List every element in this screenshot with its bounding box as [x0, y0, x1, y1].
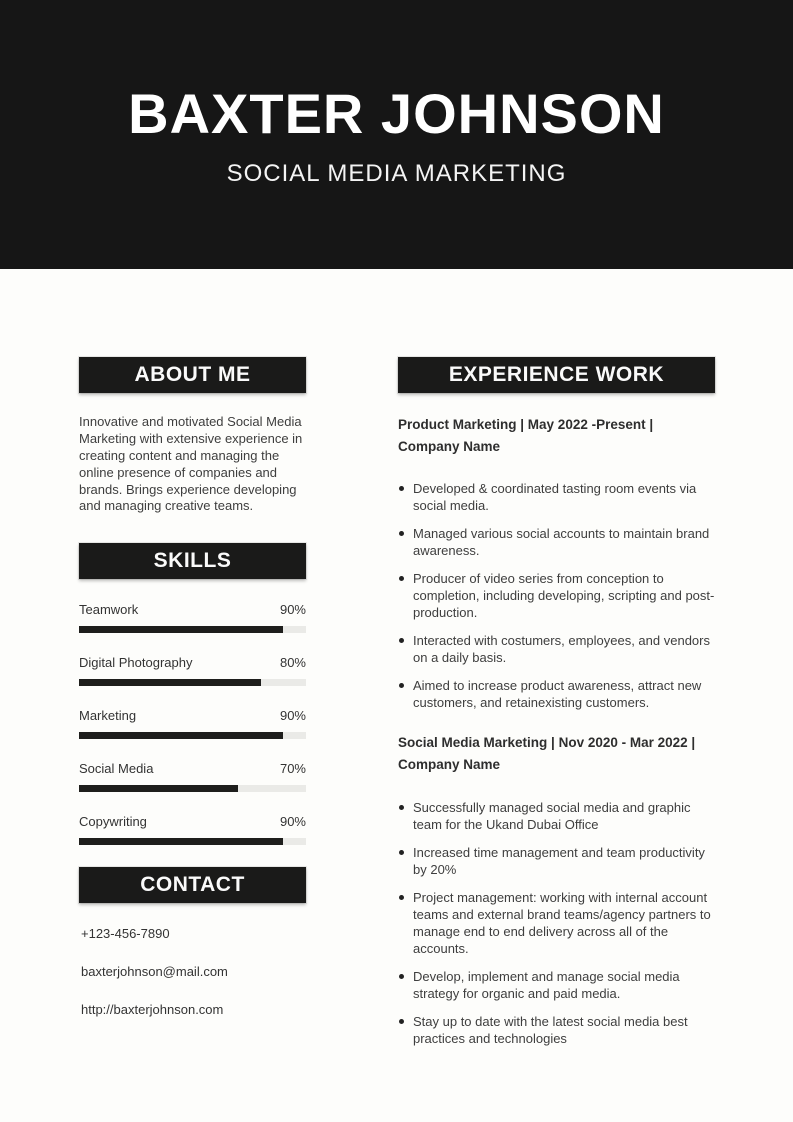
- contact-heading: CONTACT: [140, 873, 245, 897]
- job-bullet: Interacted with costumers, employees, and vendors on a daily basis.: [398, 632, 715, 666]
- job-bullet: Managed various social accounts to maintain brand awareness.: [398, 525, 715, 559]
- skill-label: Copywriting: [79, 814, 147, 830]
- header: [0, 0, 793, 269]
- job-bullet: Stay up to date with the latest social media best practices and technologies: [398, 1013, 715, 1047]
- header-subtitle: SOCIAL MEDIA MARKETING: [226, 160, 567, 187]
- about-section: [79, 357, 306, 515]
- job-entry: [398, 732, 715, 1046]
- skill-head: [79, 761, 306, 776]
- skill-item: [79, 602, 306, 633]
- experience-heading: EXPERIENCE WORK: [448, 363, 665, 386]
- skill-percent: 90%: [279, 602, 306, 618]
- right-column: [398, 357, 715, 1058]
- skill-label: Digital Photography: [79, 655, 193, 671]
- skill-bar-track: [79, 679, 306, 686]
- skill-bar-fill: [79, 838, 283, 845]
- contact-heading-box: [79, 867, 306, 903]
- skill-percent: 90%: [279, 708, 306, 724]
- experience-heading-box: [398, 357, 715, 393]
- skill-head: [79, 814, 306, 829]
- contact-item-phone: +123-456-7890: [81, 926, 170, 942]
- job-bullet: Aimed to increase product awareness, attract new customers, and retainexisting customers.: [398, 677, 715, 711]
- skill-item: [79, 761, 306, 792]
- skill-head: [79, 655, 306, 670]
- job-bullet: Successfully managed social media and graphic team for the Ukand Dubai Office: [398, 799, 715, 833]
- job-bullet: Developed & coordinated tasting room events via social media.: [398, 480, 715, 514]
- contact-section: [79, 867, 306, 1017]
- skill-bar-fill: [79, 785, 238, 792]
- skill-percent: 70%: [279, 761, 306, 777]
- skill-bar-fill: [79, 626, 283, 633]
- job-bullet: Producer of video series from conception to completion, including developing, scripting and post-production.: [398, 570, 715, 621]
- skill-item: [79, 708, 306, 739]
- skills-list: [79, 602, 306, 845]
- skill-bar-track: [79, 838, 306, 845]
- about-heading: ABOUT ME: [134, 363, 251, 386]
- skill-percent: 80%: [279, 655, 306, 671]
- job-bullets: [398, 480, 715, 711]
- skills-section: [79, 543, 306, 845]
- resume-body: [0, 269, 793, 1058]
- job-bullets: [398, 799, 715, 1047]
- experience-section: [398, 357, 715, 1047]
- skill-bar-track: [79, 626, 306, 633]
- skill-head: [79, 708, 306, 723]
- contact-item-website: http://baxterjohnson.com: [81, 1002, 224, 1018]
- skill-bar-track: [79, 732, 306, 739]
- skill-bar-track: [79, 785, 306, 792]
- skill-label: Social Media: [79, 761, 154, 777]
- job-entry: [398, 414, 715, 711]
- job-bullet: Develop, implement and manage social media strategy for organic and paid media.: [398, 968, 715, 1002]
- skill-percent: 90%: [279, 814, 306, 830]
- contact-list: [79, 926, 306, 1017]
- job-title: Social Media Marketing | Nov 2020 - Mar 2022 | Company Name: [398, 735, 696, 772]
- left-column: [79, 357, 306, 1058]
- skill-label: Marketing: [79, 708, 137, 724]
- about-text: Innovative and motivated Social Media Marketing with extensive experience in creating content and managing the online presence of companies and brands. Brings experience developing and managing creative teams.: [79, 414, 303, 514]
- skill-bar-fill: [79, 732, 283, 739]
- skill-head: [79, 602, 306, 617]
- contact-item-email: baxterjohnson@mail.com: [81, 964, 228, 980]
- job-bullet: Project management: working with internal account teams and external brand teams/agency partners to manage end to end delivery across all of the accounts.: [398, 889, 715, 957]
- job-bullet: Increased time management and team productivity by 20%: [398, 844, 715, 878]
- skill-bar-fill: [79, 679, 261, 686]
- skills-heading: SKILLS: [153, 549, 232, 573]
- skill-item: [79, 814, 306, 845]
- header-name: BAXTER JOHNSON: [128, 82, 665, 145]
- about-heading-box: [79, 357, 306, 393]
- skill-label: Teamwork: [79, 602, 139, 618]
- skill-item: [79, 655, 306, 686]
- skills-heading-box: [79, 543, 306, 579]
- job-title: Product Marketing | May 2022 -Present | Company Name: [398, 417, 654, 454]
- experience-jobs: [398, 414, 715, 1047]
